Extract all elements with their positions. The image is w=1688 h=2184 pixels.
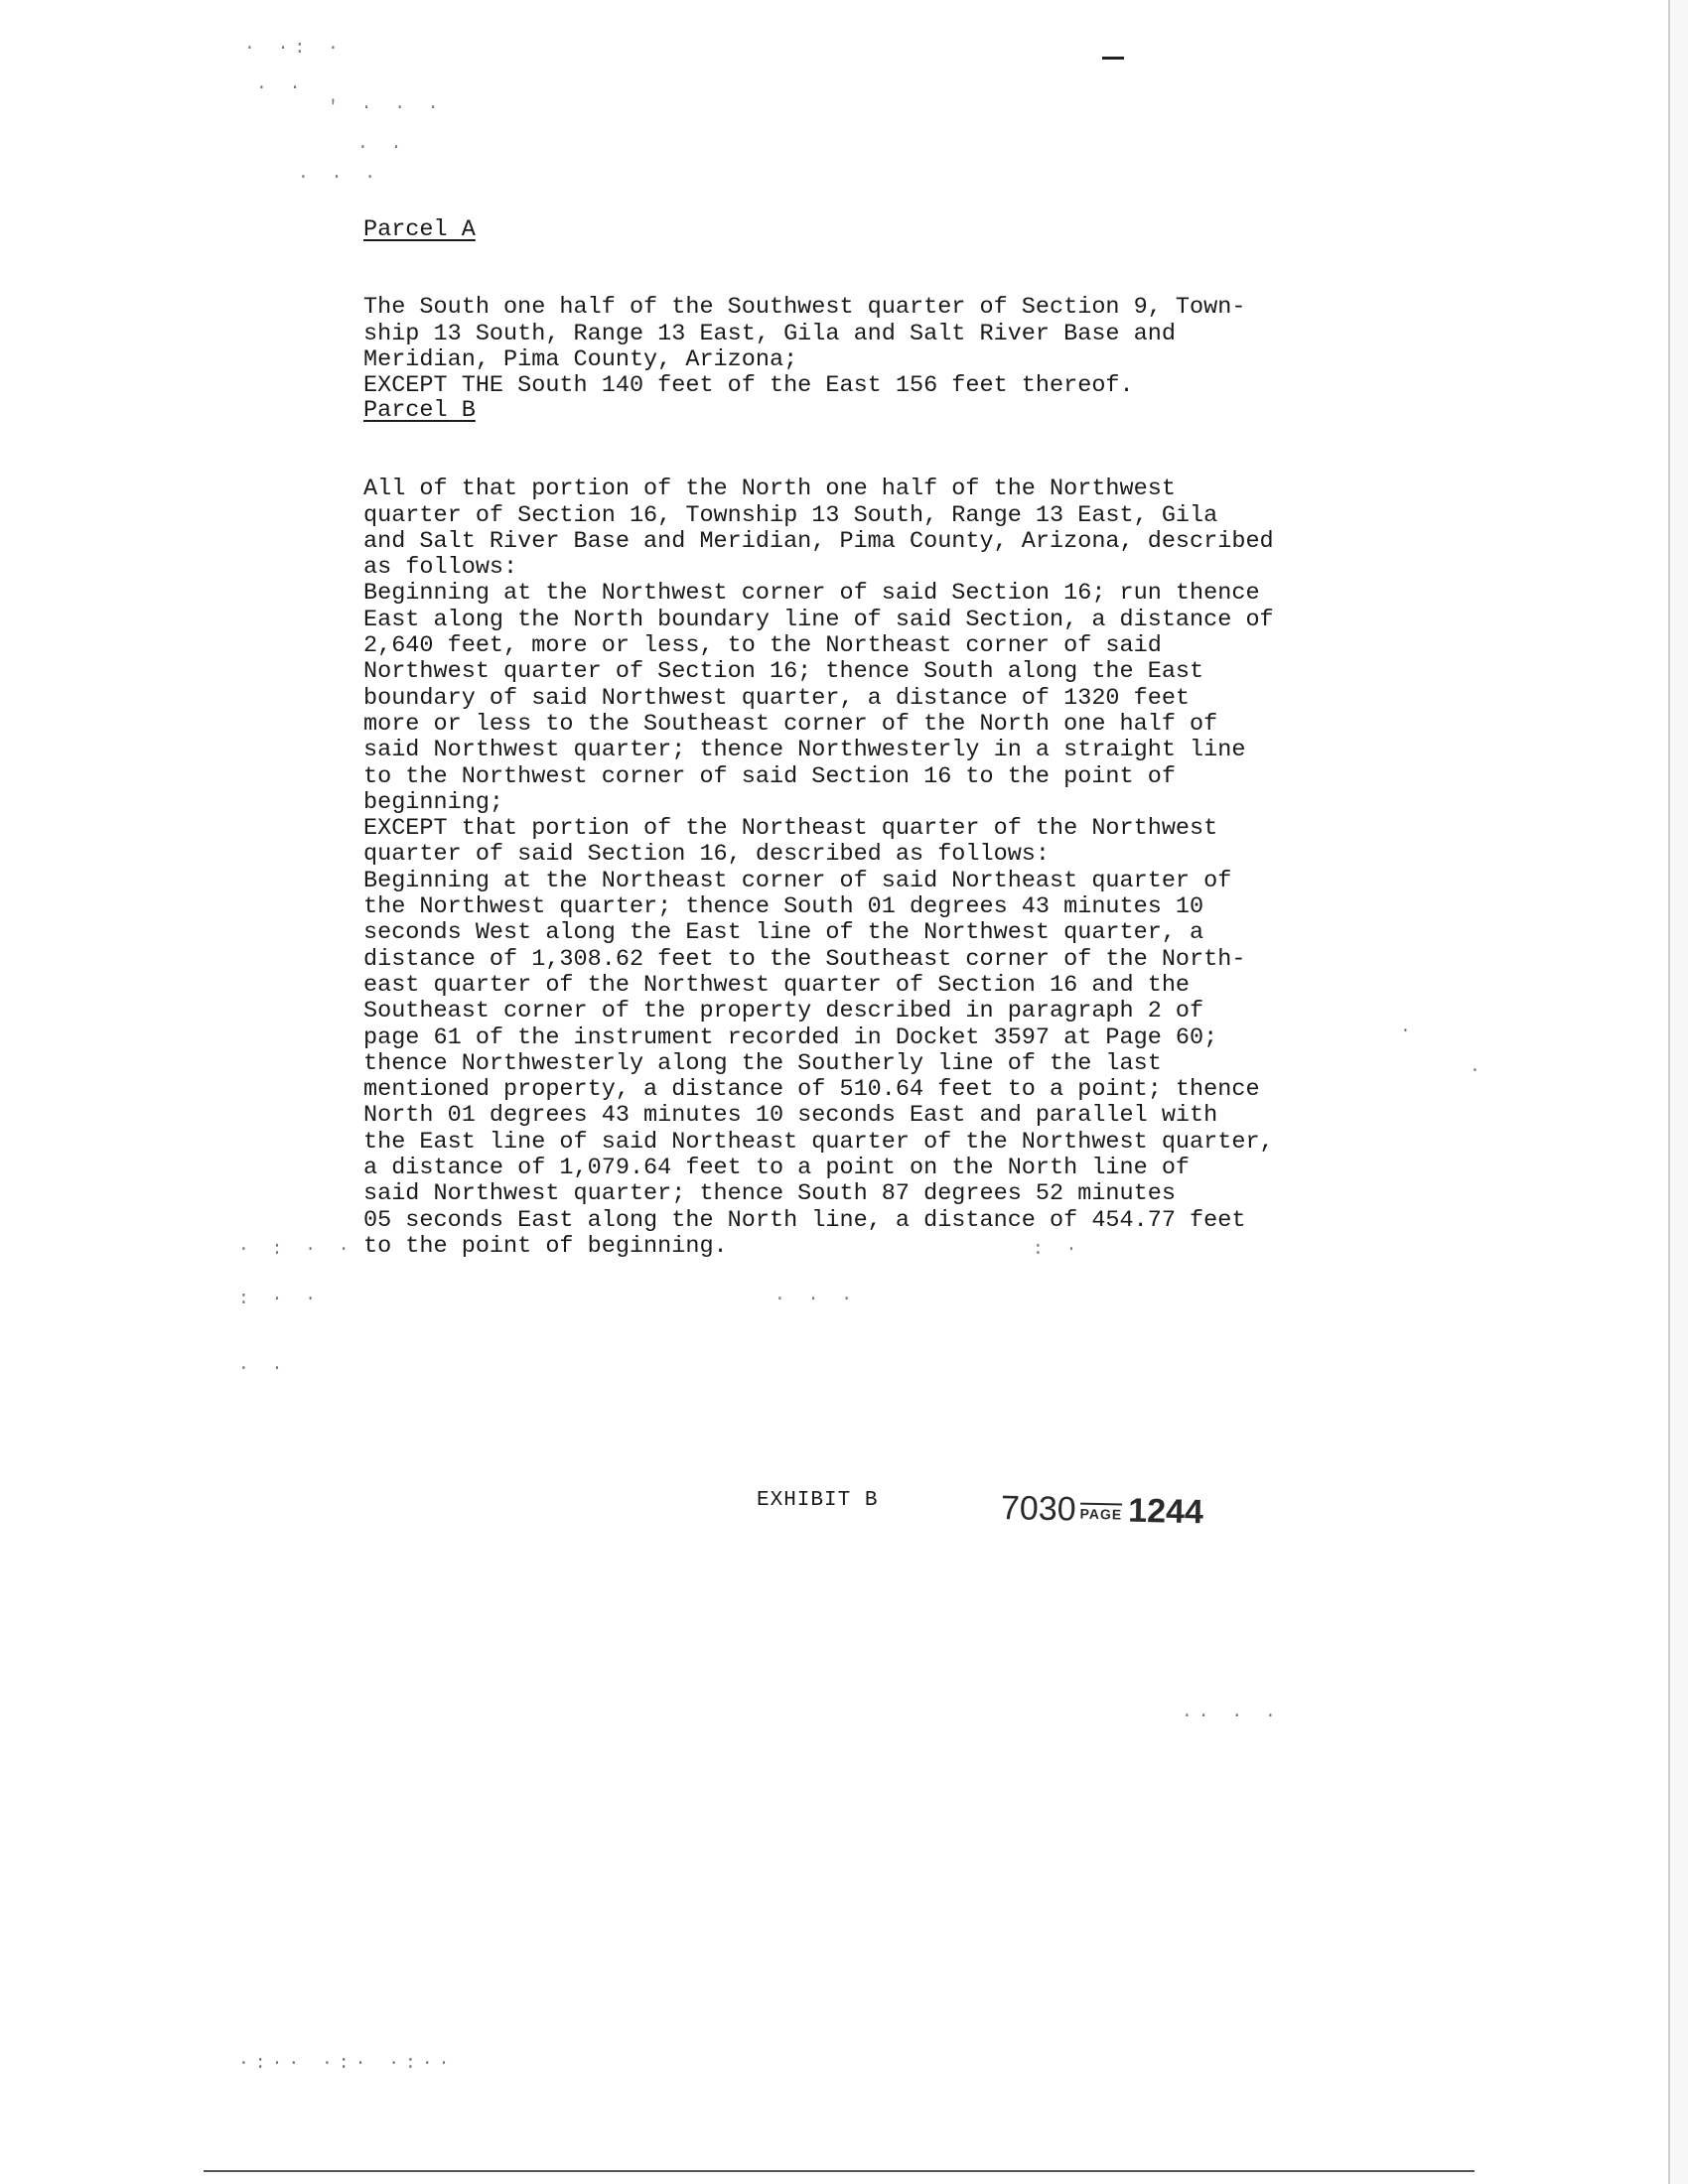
exhibit-label: EXHIBIT B	[757, 1489, 879, 1512]
parcel-a-heading: Parcel A	[363, 216, 476, 243]
text-line: as follows:	[363, 554, 518, 582]
text-line: more or less to the Southeast corner of the North one half of	[363, 710, 1218, 738]
text-line: Southeast corner of the property described in paragraph 2 of	[363, 998, 1204, 1025]
parcel-a-description	[363, 269, 1245, 399]
text-line: quarter of said Section 16, described as follows:	[363, 841, 1051, 869]
text-line: said Northwest quarter; thence Northwesterly in a straight line	[363, 737, 1246, 764]
text-line: North 01 degrees 43 minutes 10 seconds East and parallel with	[363, 1102, 1218, 1130]
scan-speckle: · ·: ·	[244, 39, 345, 59]
text-line: beginning;	[363, 788, 504, 816]
scan-speckle: ·	[1400, 1022, 1417, 1041]
scan-speckle: ·· · ·	[1182, 1706, 1282, 1726]
top-dash-mark	[1102, 57, 1124, 60]
scan-speckle: : · ·	[238, 1290, 323, 1309]
text-line: 2,640 feet, more or less, to the Northeast corner of said	[363, 632, 1162, 660]
scan-speckle: · : · ·	[238, 1240, 355, 1260]
text-line: Meridian, Pima County, Arizona;	[363, 345, 798, 373]
scan-speckle: · · ·	[774, 1290, 859, 1309]
text-line: to the Northwest corner of said Section 16 to the point of	[363, 762, 1176, 790]
page-number: 1244	[1127, 1491, 1204, 1532]
text-line: The South one half of the Southwest quarter of Section 9, Town-	[363, 294, 1246, 322]
text-line: to the point of beginning.	[363, 1232, 728, 1260]
parcel-b-heading: Parcel B	[363, 397, 476, 424]
parcel-b-description	[363, 451, 1274, 1260]
text-line: distance of 1,308.62 feet to the Southeast corner of the North-	[363, 945, 1246, 973]
text-line: Beginning at the Northeast corner of said Northeast quarter of	[363, 867, 1232, 894]
text-line: All of that portion of the North one half of the Northwest	[363, 476, 1176, 503]
text-line: EXCEPT THE South 140 feet of the East 156 feet thereof.	[363, 372, 1134, 400]
scan-speckle: · ·	[357, 138, 408, 158]
text-line: quarter of Section 16, Township 13 South, Range 13 East, Gila	[363, 501, 1218, 529]
page-word: PAGE	[1079, 1502, 1122, 1522]
scan-speckle: ·	[1470, 1061, 1486, 1081]
text-line: a distance of 1,079.64 feet to a point on the North line of	[363, 1155, 1191, 1182]
text-line: the Northwest quarter; thence South 01 degrees 43 minutes 10	[363, 893, 1204, 921]
text-line: ship 13 South, Range 13 East, Gila and Salt River Base and	[363, 320, 1176, 347]
scan-speckle: · ·	[256, 78, 307, 98]
scan-speckle: : ·	[1033, 1240, 1083, 1260]
text-line: page 61 of the instrument recorded in Docket 3597 at Page 60;	[363, 1024, 1218, 1051]
text-line: said Northwest quarter; thence South 87 degrees 52 minutes	[363, 1180, 1176, 1208]
docket-number: 7030	[1000, 1489, 1077, 1529]
text-line: thence Northwesterly along the Southerly line of the last	[363, 1049, 1162, 1077]
text-line: mentioned property, a distance of 510.64 feet to a point; thence	[363, 1076, 1260, 1104]
text-line: East along the North boundary line of said Section, a distance of	[363, 606, 1274, 633]
text-line: boundary of said Northwest quarter, a distance of 1320 feet	[363, 684, 1191, 712]
text-line: Northwest quarter of Section 16; thence South along the East	[363, 658, 1204, 686]
text-line: and Salt River Base and Meridian, Pima County, Arizona, described	[363, 527, 1274, 555]
text-line: seconds West along the East line of the Northwest quarter, a	[363, 919, 1204, 947]
text-line: EXCEPT that portion of the Northeast quarter of the Northwest	[363, 815, 1218, 843]
bottom-rule	[204, 2170, 1475, 2172]
text-line: east quarter of the Northwest quarter of Section 16 and the	[363, 971, 1191, 999]
recording-stamp	[1001, 1489, 1204, 1532]
scan-speckle: ' · · ·	[328, 98, 445, 118]
scan-speckle: · ·	[238, 1359, 289, 1379]
scan-speckle: · · ·	[298, 168, 382, 188]
text-line: the East line of said Northeast quarter of the Northwest quarter,	[363, 1128, 1274, 1156]
text-line: Beginning at the Northwest corner of said Section 16; run thence	[363, 580, 1260, 608]
text-line: 05 seconds East along the North line, a distance of 454.77 feet	[363, 1206, 1246, 1234]
scan-speckle: ·:·· ·:· ·:··	[238, 2054, 456, 2074]
scan-right-edge	[1668, 0, 1688, 2184]
